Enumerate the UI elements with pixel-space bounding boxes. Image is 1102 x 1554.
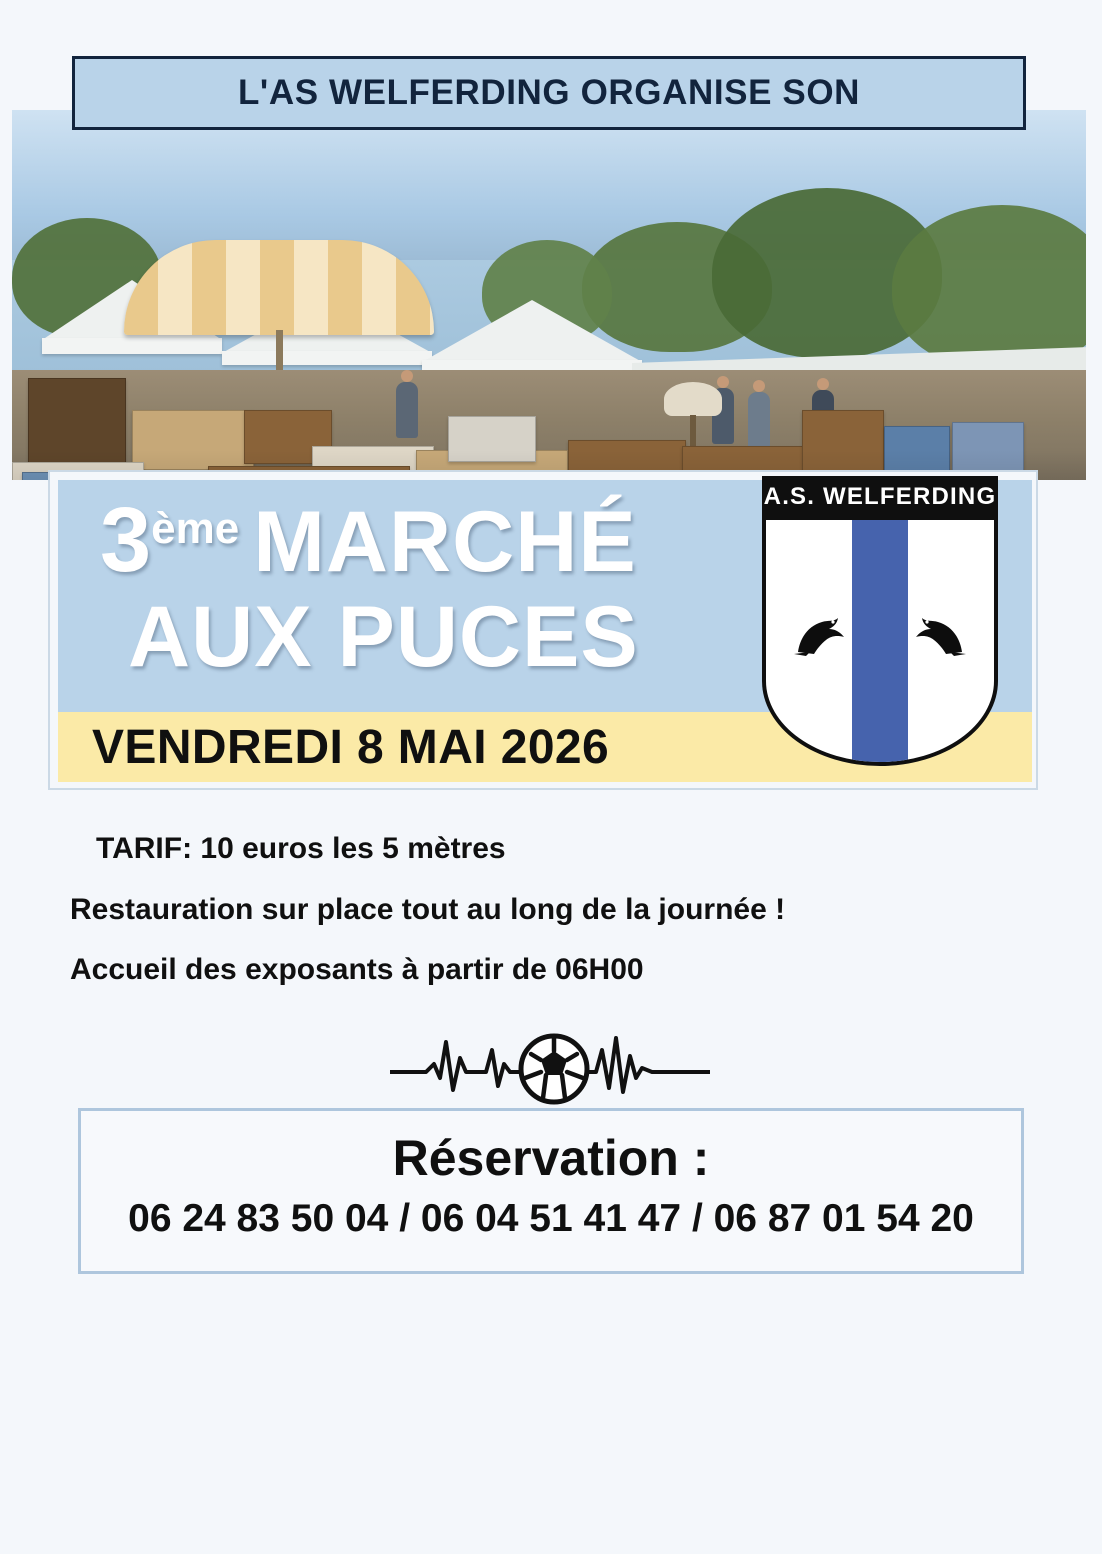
crow-icon	[790, 612, 852, 658]
title-line-1	[100, 489, 637, 591]
reservation-title: Réservation :	[392, 1130, 710, 1186]
photo-person	[748, 392, 770, 448]
photo-lamp	[664, 382, 722, 416]
info-restauration: Restauration sur place tout au long de la journée !	[70, 893, 786, 926]
club-crest	[750, 472, 1010, 772]
event-date: VENDREDI 8 MAI 2026	[92, 721, 610, 774]
header-banner	[72, 56, 1026, 130]
title-line-2: AUX PUCES	[128, 589, 639, 685]
info-accueil: Accueil des exposants à partir de 06H00	[70, 953, 644, 986]
photo-umbrella	[124, 240, 434, 335]
title-block	[48, 470, 1038, 790]
edition-number: 3	[100, 489, 152, 591]
header-banner-text: L'AS WELFERDING ORGANISE SON	[237, 73, 861, 112]
flea-market-photo	[12, 110, 1086, 480]
crest-club-name: A.S. WELFERDING	[762, 476, 998, 518]
reservation-phones[interactable]: 06 24 83 50 04 / 06 04 51 41 47 / 06 87 01 54 20	[128, 1197, 974, 1240]
crow-icon	[908, 612, 970, 658]
edition-suffix: ème	[151, 504, 240, 553]
photo-person	[396, 382, 418, 438]
reservation-box	[78, 1108, 1024, 1274]
heartbeat-football-icon	[390, 1020, 710, 1110]
info-tarif: TARIF: 10 euros les 5 mètres	[96, 832, 506, 865]
crest-stripe	[852, 520, 908, 762]
photo-tent	[222, 351, 432, 365]
photo-tent	[42, 338, 222, 354]
title-marche: MARCHÉ	[253, 494, 637, 590]
crest-shield	[762, 516, 998, 766]
